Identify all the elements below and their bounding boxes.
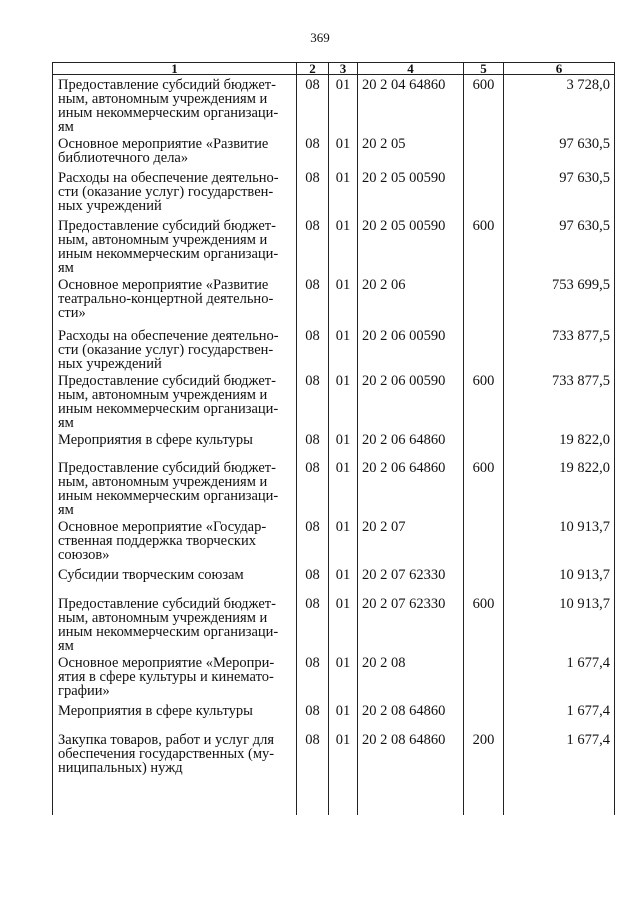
table-header-row [53, 63, 615, 75]
row-expense-type [464, 565, 504, 594]
row-amount: 19 822,0 [504, 458, 615, 517]
row-amount: 733 877,5 [504, 371, 615, 430]
row-subsection: 01 [329, 430, 358, 458]
row-expense-type: 600 [464, 216, 504, 275]
table-row [53, 134, 615, 168]
row-amount: 1 677,4 [504, 701, 615, 730]
row-section: 08 [297, 275, 329, 326]
row-section: 08 [297, 730, 329, 815]
table-row [53, 371, 615, 430]
column-header-5: 5 [464, 63, 504, 75]
table-row [53, 594, 615, 653]
row-target-code: 20 2 05 00590 [358, 216, 464, 275]
row-target-code: 20 2 07 62330 [358, 565, 464, 594]
page-number: 369 [310, 30, 330, 45]
row-expense-type [464, 701, 504, 730]
row-section: 08 [297, 458, 329, 517]
row-section: 08 [297, 517, 329, 565]
table-row [53, 458, 615, 517]
row-name: Расходы на обеспечение деятельно-сти (оказание услуг) государствен-ных учреждений [53, 168, 297, 216]
row-target-code: 20 2 08 [358, 653, 464, 701]
row-name: Основное мероприятие «Меропри-ятия в сфере культуры и кинемато-графии» [53, 653, 297, 701]
row-target-code: 20 2 05 [358, 134, 464, 168]
row-subsection: 01 [329, 75, 358, 135]
row-subsection: 01 [329, 653, 358, 701]
row-section: 08 [297, 168, 329, 216]
row-expense-type [464, 168, 504, 216]
row-section: 08 [297, 594, 329, 653]
row-subsection: 01 [329, 275, 358, 326]
table-row [53, 653, 615, 701]
row-amount: 97 630,5 [504, 134, 615, 168]
column-header-6: 6 [504, 63, 615, 75]
table-row [53, 565, 615, 594]
row-subsection: 01 [329, 134, 358, 168]
row-amount: 10 913,7 [504, 565, 615, 594]
table-row [53, 517, 615, 565]
row-subsection: 01 [329, 517, 358, 565]
row-section: 08 [297, 430, 329, 458]
row-name: Основное мероприятие «Развитие библиотечного дела» [53, 134, 297, 168]
row-subsection: 01 [329, 168, 358, 216]
column-header-1: 1 [53, 63, 297, 75]
row-amount: 19 822,0 [504, 430, 615, 458]
row-expense-type [464, 326, 504, 371]
row-name: Предоставление субсидий бюджет-ным, автономным учреждениям и иным некоммерческим организаци-ям [53, 371, 297, 430]
row-target-code: 20 2 07 62330 [358, 594, 464, 653]
row-expense-type: 600 [464, 371, 504, 430]
row-expense-type: 200 [464, 730, 504, 815]
row-target-code: 20 2 04 64860 [358, 75, 464, 135]
row-section: 08 [297, 75, 329, 135]
row-amount: 97 630,5 [504, 216, 615, 275]
row-target-code: 20 2 06 64860 [358, 430, 464, 458]
table-row [53, 75, 615, 135]
row-section: 08 [297, 565, 329, 594]
row-subsection: 01 [329, 216, 358, 275]
row-expense-type: 600 [464, 458, 504, 517]
row-amount: 3 728,0 [504, 75, 615, 135]
row-name: Мероприятия в сфере культуры [53, 701, 297, 730]
column-header-3: 3 [329, 63, 358, 75]
table-row [53, 168, 615, 216]
table-row [53, 701, 615, 730]
row-target-code: 20 2 06 00590 [358, 371, 464, 430]
column-header-2: 2 [297, 63, 329, 75]
row-expense-type [464, 275, 504, 326]
row-target-code: 20 2 08 64860 [358, 701, 464, 730]
table-row [53, 730, 615, 815]
row-expense-type [464, 430, 504, 458]
row-expense-type [464, 134, 504, 168]
row-subsection: 01 [329, 458, 358, 517]
row-subsection: 01 [329, 371, 358, 430]
table-row [53, 430, 615, 458]
table-row [53, 275, 615, 326]
row-name: Предоставление субсидий бюджет-ным, автономным учреждениям и иным некоммерческим организаци-ям [53, 594, 297, 653]
row-section: 08 [297, 216, 329, 275]
row-section: 08 [297, 653, 329, 701]
row-target-code: 20 2 05 00590 [358, 168, 464, 216]
row-section: 08 [297, 371, 329, 430]
row-subsection: 01 [329, 594, 358, 653]
table-row [53, 326, 615, 371]
row-name: Закупка товаров, работ и услуг для обеспечения государственных (му-ниципальных) нужд [53, 730, 297, 815]
row-expense-type [464, 653, 504, 701]
row-amount: 733 877,5 [504, 326, 615, 371]
row-target-code: 20 2 08 64860 [358, 730, 464, 815]
row-target-code: 20 2 07 [358, 517, 464, 565]
row-target-code: 20 2 06 00590 [358, 326, 464, 371]
row-subsection: 01 [329, 730, 358, 815]
row-section: 08 [297, 134, 329, 168]
row-target-code: 20 2 06 64860 [358, 458, 464, 517]
row-subsection: 01 [329, 326, 358, 371]
row-expense-type [464, 517, 504, 565]
column-header-4: 4 [358, 63, 464, 75]
row-amount: 10 913,7 [504, 517, 615, 565]
row-name: Предоставление субсидий бюджет-ным, автономным учреждениям и иным некоммерческим организаци-ям [53, 75, 297, 135]
row-name: Основное мероприятие «Развитие театрально-концертной деятельно-сти» [53, 275, 297, 326]
row-name: Основное мероприятие «Государ-ственная поддержка творческих союзов» [53, 517, 297, 565]
row-section: 08 [297, 326, 329, 371]
row-subsection: 01 [329, 565, 358, 594]
row-subsection: 01 [329, 701, 358, 730]
row-amount: 753 699,5 [504, 275, 615, 326]
row-amount: 97 630,5 [504, 168, 615, 216]
row-target-code: 20 2 06 [358, 275, 464, 326]
row-amount: 10 913,7 [504, 594, 615, 653]
row-amount: 1 677,4 [504, 730, 615, 815]
row-name: Расходы на обеспечение деятельно-сти (оказание услуг) государствен-ных учреждений [53, 326, 297, 371]
row-name: Субсидии творческим союзам [53, 565, 297, 594]
row-expense-type: 600 [464, 75, 504, 135]
row-section: 08 [297, 701, 329, 730]
row-expense-type: 600 [464, 594, 504, 653]
table-row [53, 216, 615, 275]
row-name: Предоставление субсидий бюджет-ным, автономным учреждениям и иным некоммерческим организаци-ям [53, 458, 297, 517]
row-amount: 1 677,4 [504, 653, 615, 701]
budget-table [52, 62, 615, 815]
row-name: Предоставление субсидий бюджет-ным, автономным учреждениям и иным некоммерческим организаци-ям [53, 216, 297, 275]
row-name: Мероприятия в сфере культуры [53, 430, 297, 458]
